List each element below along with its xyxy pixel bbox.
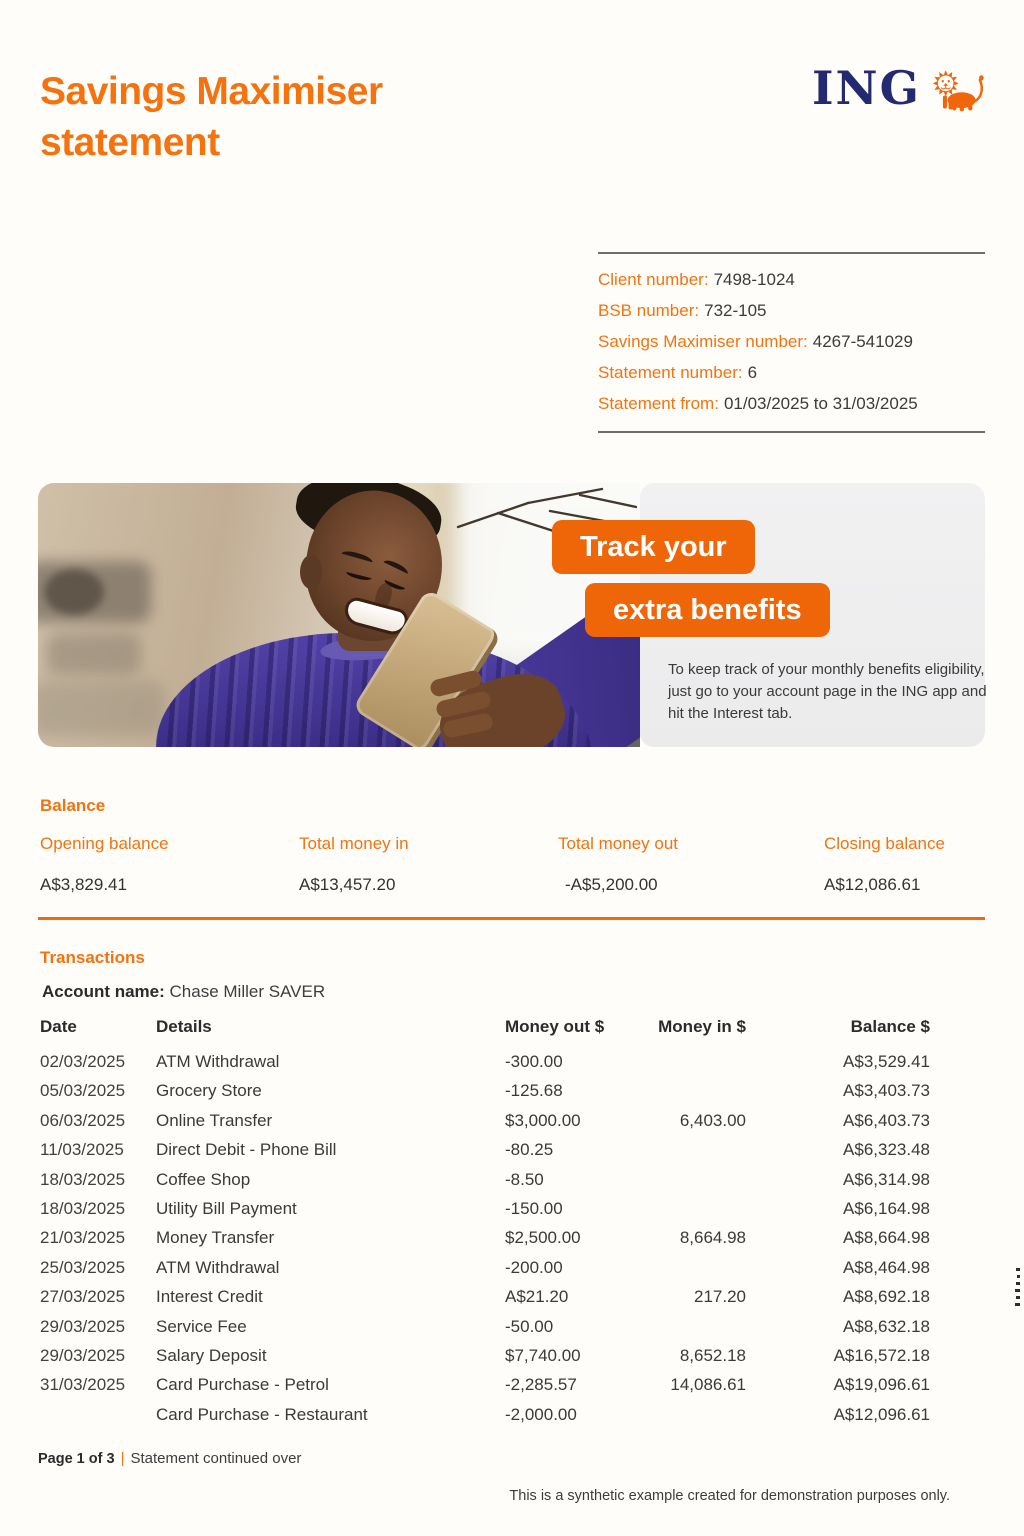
cell-details: Card Purchase - Petrol [156,1375,329,1395]
orange-divider [38,917,985,920]
account-info-row [598,393,985,414]
page-number: Page 1 of 3 [38,1451,115,1467]
disclaimer-text: This is a synthetic example created for demonstration purposes only. [509,1488,950,1504]
cell-money-out: -150.00 [505,1198,563,1218]
cell-date: 31/03/2025 [40,1375,126,1395]
cell-money-out: $2,500.00 [505,1228,581,1248]
transactions-table-body [38,1051,930,1433]
balance-summary [40,834,987,895]
cell-money-out: -50.00 [505,1316,554,1336]
cell-date: 21/03/2025 [40,1228,126,1248]
page-edge-marks [1015,1268,1020,1306]
cell-balance: A$19,096.61 [833,1375,930,1395]
cell-balance: A$8,464.98 [843,1257,930,1277]
table-row [38,1139,930,1168]
cell-money-out: -80.25 [505,1140,554,1160]
page-title [40,66,383,168]
cell-money-out: -200.00 [505,1257,563,1277]
cell-details: Salary Deposit [156,1345,267,1365]
page-title-line1: Savings Maximiser [40,70,383,113]
photo-person-ear [300,555,322,589]
cell-date: 06/03/2025 [40,1110,126,1130]
cell-balance: A$6,164.98 [843,1198,930,1218]
balance-column [558,834,824,895]
header-balance: Balance $ [850,1017,930,1036]
account-info-value: 7498-1024 [713,270,795,289]
account-info-row [598,331,985,352]
footer-page-line [38,1450,301,1467]
cell-date: 29/03/2025 [40,1345,126,1365]
cell-details: ATM Withdrawal [156,1052,280,1071]
cell-date: 11/03/2025 [40,1140,124,1160]
banner-badge-track-your: Track your [552,520,755,574]
cell-balance: A$8,692.18 [843,1287,930,1307]
photo-shelf-blur [46,633,141,675]
cell-balance: A$3,403.73 [843,1081,930,1101]
ing-logo [812,62,985,117]
cell-money-out: A$21.20 [505,1287,569,1307]
cell-balance: A$6,403.73 [843,1110,930,1130]
header-money-in: Money in $ [658,1017,746,1036]
cell-details: Utility Bill Payment [156,1198,297,1218]
cell-details: Service Fee [156,1316,247,1336]
account-info-label: Savings Maximiser number: [598,332,808,351]
footer-separator: | [120,1450,125,1467]
cell-money-out: -125.68 [505,1081,563,1101]
promo-banner [38,483,985,747]
account-info-box [598,252,985,433]
account-info-row [598,300,985,321]
table-row [38,1051,930,1080]
table-row [38,1286,930,1315]
header-date: Date [40,1017,77,1036]
cell-details: Card Purchase - Restaurant [156,1404,368,1424]
cell-details: Grocery Store [156,1081,262,1101]
transactions-heading: Transactions [40,948,145,967]
account-info-value: 01/03/2025 to 31/03/2025 [723,394,918,413]
cell-date: 29/03/2025 [40,1316,126,1336]
table-row [38,1110,930,1139]
cell-date: 18/03/2025 [40,1198,126,1218]
balance-value: A$3,829.41 [40,875,127,894]
cell-money-in: 217.20 [694,1287,746,1307]
table-row [38,1404,930,1433]
cell-date: 27/03/2025 [40,1287,126,1307]
cell-money-out: $3,000.00 [505,1110,581,1130]
photo-shelf-items [44,569,104,615]
balance-value: -A$5,200.00 [565,875,658,894]
banner-badge-extra-benefits: extra benefits [585,583,830,637]
balance-column [299,834,558,895]
balance-column [40,834,299,895]
table-row [38,1080,930,1109]
account-info-label: BSB number: [598,301,700,320]
cell-money-in: 8,664.98 [679,1228,746,1248]
table-row [38,1374,930,1403]
banner-photo [38,483,640,747]
cell-balance: A$3,529.41 [843,1052,930,1071]
account-info-label: Statement number: [598,363,743,382]
cell-balance: A$6,323.48 [843,1140,930,1160]
account-info-row [598,269,985,290]
ing-lion-icon [927,64,985,117]
photo-shelf-blur [38,681,165,736]
cell-money-in: 14,086.61 [670,1375,746,1395]
cell-money-out: -8.50 [505,1169,544,1189]
cell-balance: A$8,664.98 [843,1228,930,1248]
account-name-value: Chase Miller SAVER [169,982,326,1001]
cell-money-out: -300.00 [505,1052,563,1071]
balance-value: A$12,086.61 [824,875,921,894]
cell-money-in: 6,403.00 [679,1110,746,1130]
account-info-value: 6 [747,363,758,382]
balance-label: Total money out [558,834,679,853]
table-row [38,1257,930,1286]
transactions-table [38,1016,930,1433]
cell-details: ATM Withdrawal [156,1257,280,1277]
cell-date: 05/03/2025 [40,1081,126,1101]
table-row [38,1227,930,1256]
cell-date: 25/03/2025 [40,1257,126,1277]
table-row [38,1169,930,1198]
cell-balance: A$12,096.61 [833,1404,930,1424]
table-row [38,1345,930,1374]
header-money-out: Money out $ [505,1017,605,1036]
cell-money-out: $7,740.00 [505,1345,581,1365]
account-info-value: 4267-541029 [812,332,913,351]
cell-money-out: -2,285.57 [505,1375,577,1395]
cell-balance: A$16,572.18 [833,1345,930,1365]
account-info-label: Client number: [598,270,709,289]
cell-balance: A$6,314.98 [843,1169,930,1189]
balance-column [824,834,987,895]
table-header-row [38,1016,930,1051]
balance-heading: Balance [40,796,106,815]
cell-money-in: 8,652.18 [679,1345,746,1365]
cell-details: Online Transfer [156,1110,273,1130]
cell-balance: A$8,632.18 [843,1316,930,1336]
header-details: Details [156,1017,212,1036]
table-row [38,1316,930,1345]
page-title-line2: statement [40,121,220,164]
cell-date: 02/03/2025 [40,1052,126,1071]
account-info-label: Statement from: [598,394,719,413]
account-name-line [42,982,325,1002]
balance-value: A$13,457.20 [299,875,396,894]
account-info-value: 732-105 [704,301,767,320]
statement-continued-note: Statement continued over [130,1450,302,1467]
balance-label: Opening balance [40,834,169,853]
cell-details: Money Transfer [156,1228,275,1248]
ing-wordmark: ING [812,61,921,115]
cell-money-out: -2,000.00 [505,1404,577,1424]
cell-details: Coffee Shop [156,1169,251,1189]
account-name-label: Account name: [42,982,165,1001]
banner-body-text: To keep track of your monthly benefits eligibility, just go to your account page in the ING app and hit the Interest tab. [668,661,987,722]
balance-label: Closing balance [824,834,945,853]
table-row [38,1198,930,1227]
cell-date: 18/03/2025 [40,1169,126,1189]
account-info-row [598,362,985,383]
balance-label: Total money in [299,834,409,853]
cell-details: Interest Credit [156,1287,263,1307]
cell-details: Direct Debit - Phone Bill [156,1140,337,1160]
